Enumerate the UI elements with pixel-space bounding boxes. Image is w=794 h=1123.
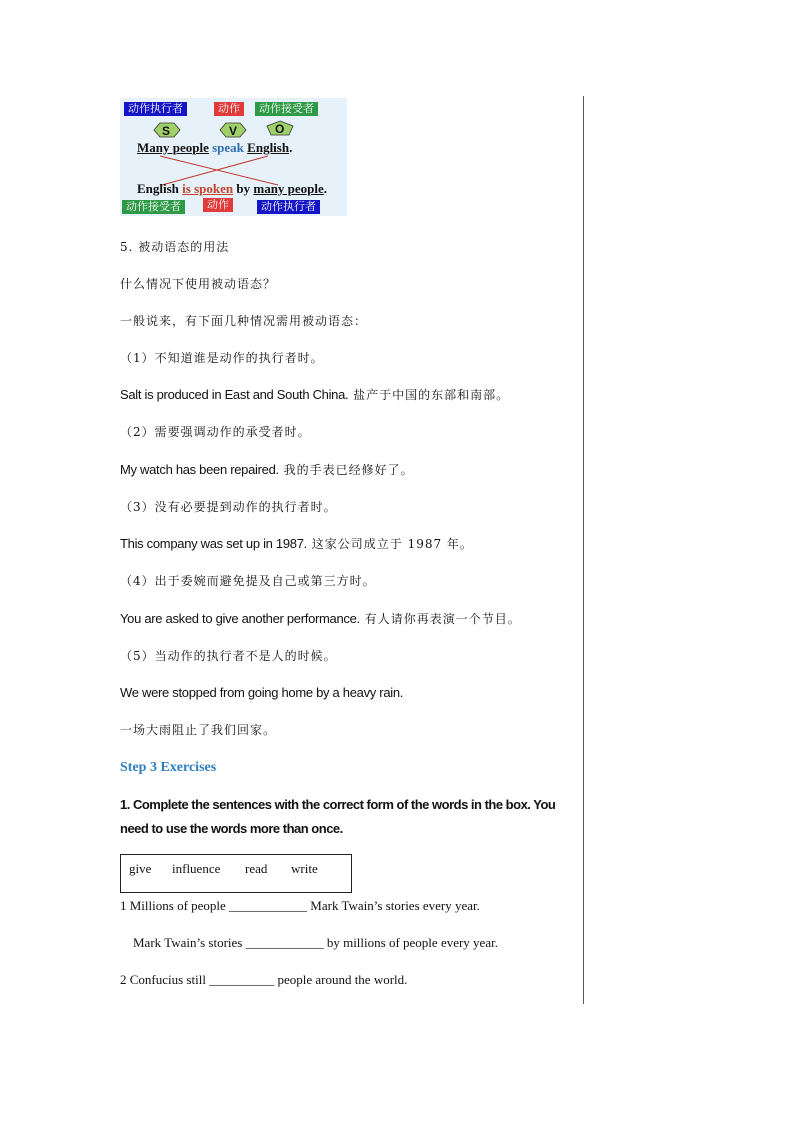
tag-agent-bottom: 动作执行者 [257,200,320,214]
tag-action-bottom: 动作 [203,198,233,212]
exercise-2: 2 Confucius still __________ people around the world. [120,972,408,987]
active-subject: Many people [137,140,209,155]
intro-line: 一般说来，有下面几种情况需用被动语态： [120,314,368,328]
passive-subject: English [137,181,179,196]
tag-receiver-bottom: 动作接受者 [122,200,185,214]
exercise-1a: 1 Millions of people ____________ Mark Twain’s stories every year. [120,898,480,913]
word-give: give [129,861,152,876]
label-o: O [275,122,285,136]
example-5-en: We were stopped from going home by a heavy rain. [120,685,404,700]
tag-action-top: 动作 [214,102,244,116]
word-box [120,854,352,893]
example-1-cn: 盐产于中国的东部和南部。 [348,388,510,402]
label-v: V [229,124,238,138]
example-4 [120,611,521,627]
passive-end: . [323,181,328,196]
tag-agent-top: 动作执行者 [124,102,187,116]
case-3: （3）没有必要提到动作的执行者时。 [120,500,337,514]
case-5: （5）当动作的执行者不是人的时候。 [120,649,337,663]
case-1: （1）不知道谁是动作的执行者时。 [120,351,324,365]
example-2-en: My watch has been repaired. [120,462,279,477]
example-3-cn: 这家公司成立于 1987 年。 [306,537,473,551]
tag-receiver-top: 动作接受者 [255,102,318,116]
svo-diagram [120,98,347,216]
example-4-en: You are asked to give another performance. [120,611,360,626]
word-write: write [291,861,318,876]
active-verb: speak [212,140,244,155]
section-heading: 5. 被动语态的用法 [120,240,230,254]
example-1 [120,387,509,403]
example-5-cn: 一场大雨阻止了我们回家。 [120,723,277,737]
passive-sentence [137,181,327,197]
exercise-1b: Mark Twain’s stories ____________ by millions of people every year. [133,935,498,950]
example-1-en: Salt is produced in East and South China. [120,387,349,402]
example-2-cn: 我的手表已经修好了。 [278,463,414,477]
active-sentence [137,140,292,156]
case-2: （2）需要强调动作的承受者时。 [120,425,311,439]
case-4: （4）出于委婉而避免提及自己或第三方时。 [120,574,376,588]
example-2 [120,462,414,478]
margin-line [583,96,584,1004]
exercise-instruction-line1: 1. Complete the sentences with the correct form of the words in the box. You [120,797,556,812]
passive-verb: is spoken [182,181,234,196]
example-4-cn: 有人请你再表演一个节目。 [359,612,521,626]
example-3 [120,536,473,552]
active-object: English [247,140,290,155]
step-heading: Step 3 Exercises [120,760,217,775]
example-3-en: This company was set up in 1987. [120,536,307,551]
label-s: S [162,124,171,138]
question-line: 什么情况下使用被动语态？ [120,277,277,291]
word-influence: influence [172,861,221,876]
word-read: read [245,861,268,876]
passive-agent: many people [253,181,324,196]
exercise-instruction-line2: need to use the words more than once. [120,821,343,836]
active-end: . [289,140,293,155]
passive-by: by [236,181,251,196]
